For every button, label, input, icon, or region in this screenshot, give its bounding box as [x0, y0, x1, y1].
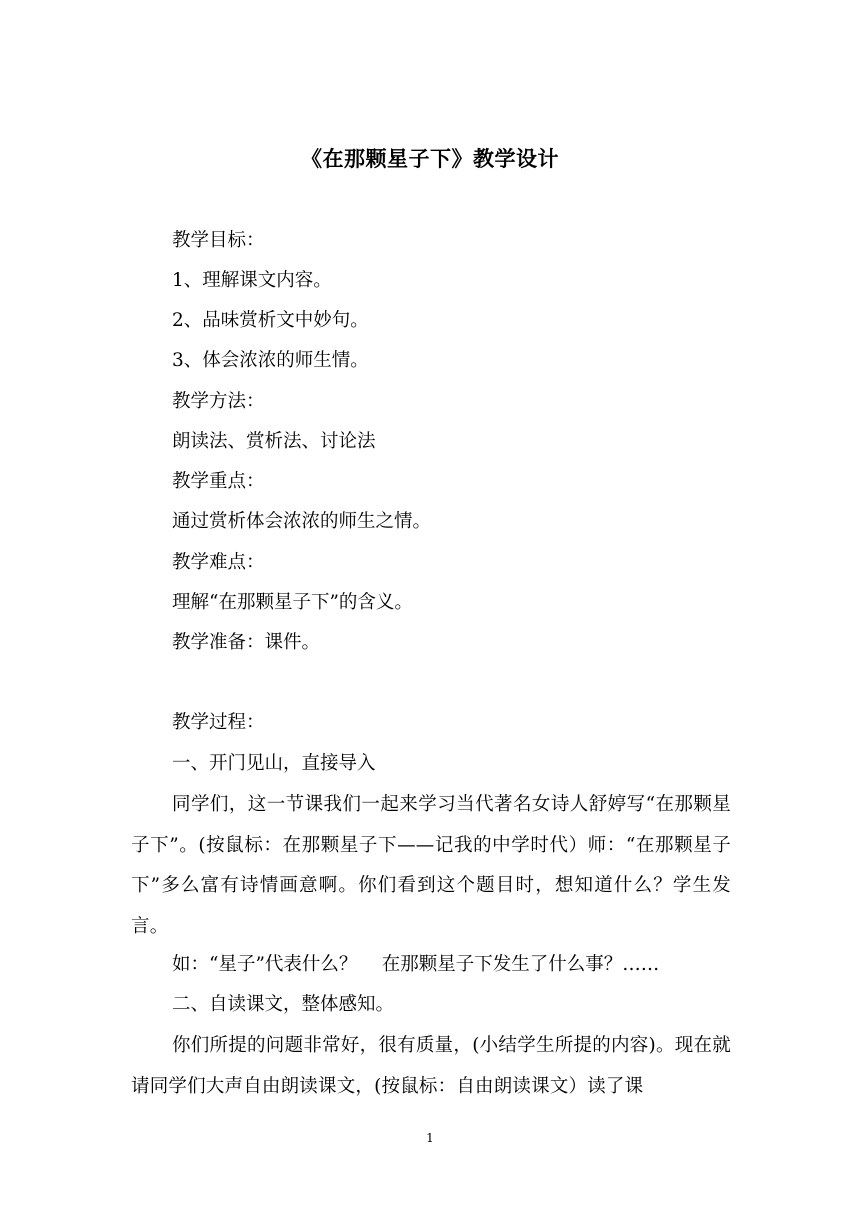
- difficulties-text: 理解“在那颗星子下”的含义。: [172, 592, 413, 613]
- process-step-1-heading: 一、开门见山，直接导入: [172, 753, 376, 774]
- section-heading-key-points: 教学重点：: [172, 471, 265, 492]
- process-step-2-heading: 二、自读课文，整体感知。: [172, 994, 395, 1015]
- section-heading-methods: 教学方法：: [172, 391, 265, 412]
- document-title: 《在那颗星子下》教学设计: [301, 147, 559, 171]
- methods-text: 朗读法、赏析法、讨论法: [172, 431, 376, 452]
- section-heading-process: 教学过程：: [172, 712, 265, 733]
- objective-item-1: 1、理解课文内容。: [172, 270, 332, 291]
- key-points-text: 通过赏析体会浓浓的师生之情。: [172, 511, 432, 532]
- process-paragraph-2: 你们所提的问题非常好，很有质量，(小结学生所提的内容)。现在就请同学们大声自由朗读课文，(按鼠标：自由朗读课文）读了课: [131, 1035, 731, 1097]
- example-questions-line: 如：“星子”代表什么？ 在那颗星子下发生了什么事？……: [172, 954, 660, 975]
- preparation-text: 教学准备：课件。: [172, 632, 321, 653]
- objective-item-3: 3、体会浓浓的师生情。: [172, 350, 369, 371]
- section-heading-difficulties: 教学难点：: [172, 552, 265, 573]
- page-number: 1: [426, 1131, 434, 1145]
- section-heading-objectives: 教学目标：: [172, 230, 265, 251]
- process-paragraph-1: 同学们，这一节课我们一起来学习当代著名女诗人舒婷写“在那颗星子下”。(按鼠标：在那颗星子下——记我的中学时代）师：“在那颗星子下”多么富有诗情画意啊。你们看到这个题目时，想知道什么？学生发言。: [131, 794, 731, 937]
- objective-item-2: 2、品味赏析文中妙句。: [172, 310, 369, 331]
